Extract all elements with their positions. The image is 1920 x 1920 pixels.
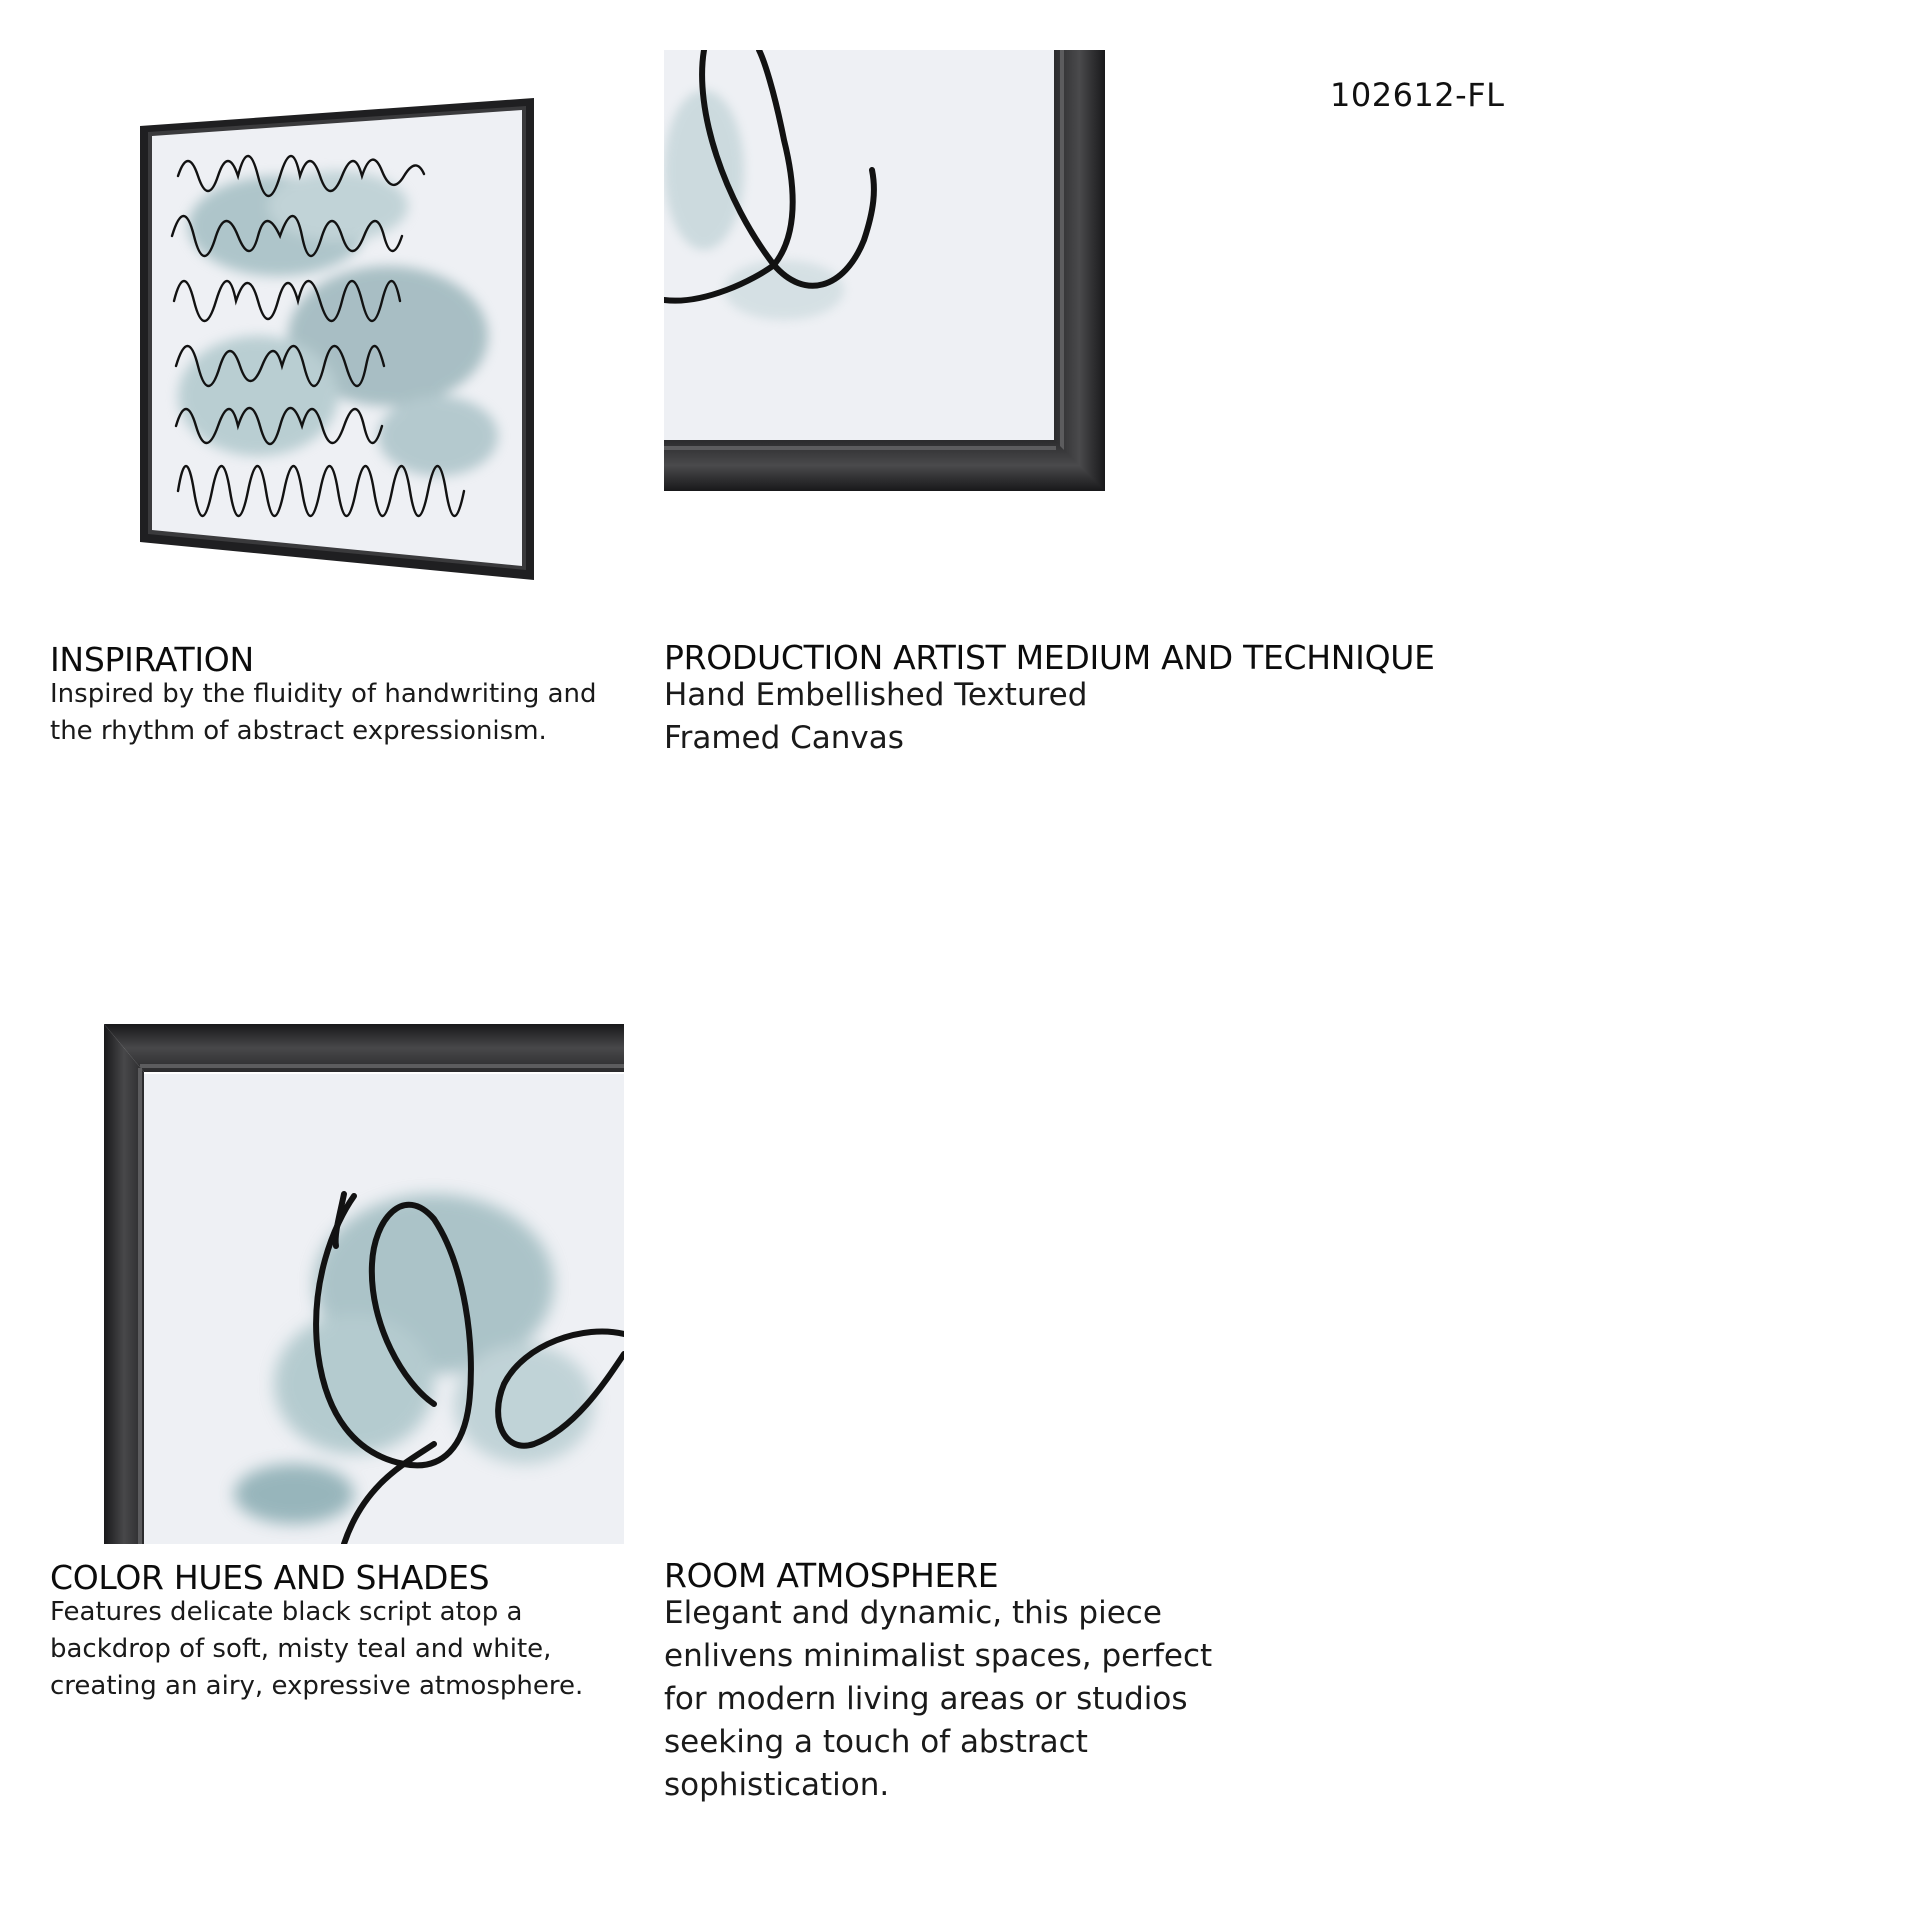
color-title: COLOR HUES AND SHADES [50,1558,490,1597]
color-body: Features delicate black script atop a backdrop of soft, misty teal and white, creating an airy, expressive atmosphere. [50,1597,584,1701]
frame-corner-detail [664,50,1105,491]
inspiration-body: Inspired by the fluidity of handwriting and the rhythm of abstract expressionism. [50,679,597,746]
room-body: Elegant and dynamic, this piece enlivens minimalist spaces, perfect for modern living areas or studios seeking a touch of abstract sophistication. [664,1595,1213,1803]
room-title: ROOM ATMOSPHERE [664,1556,999,1595]
production-title: PRODUCTION ARTIST MEDIUM AND TECHNIQUE [664,638,1435,677]
production-body: Hand Embellished Textured Framed Canvas [664,677,1088,756]
inspiration-title: INSPIRATION [50,640,254,679]
sku-label: 102612-FL [1330,76,1505,114]
framed-artwork-full-view [138,96,538,582]
frame-top-left-detail [104,1024,624,1544]
